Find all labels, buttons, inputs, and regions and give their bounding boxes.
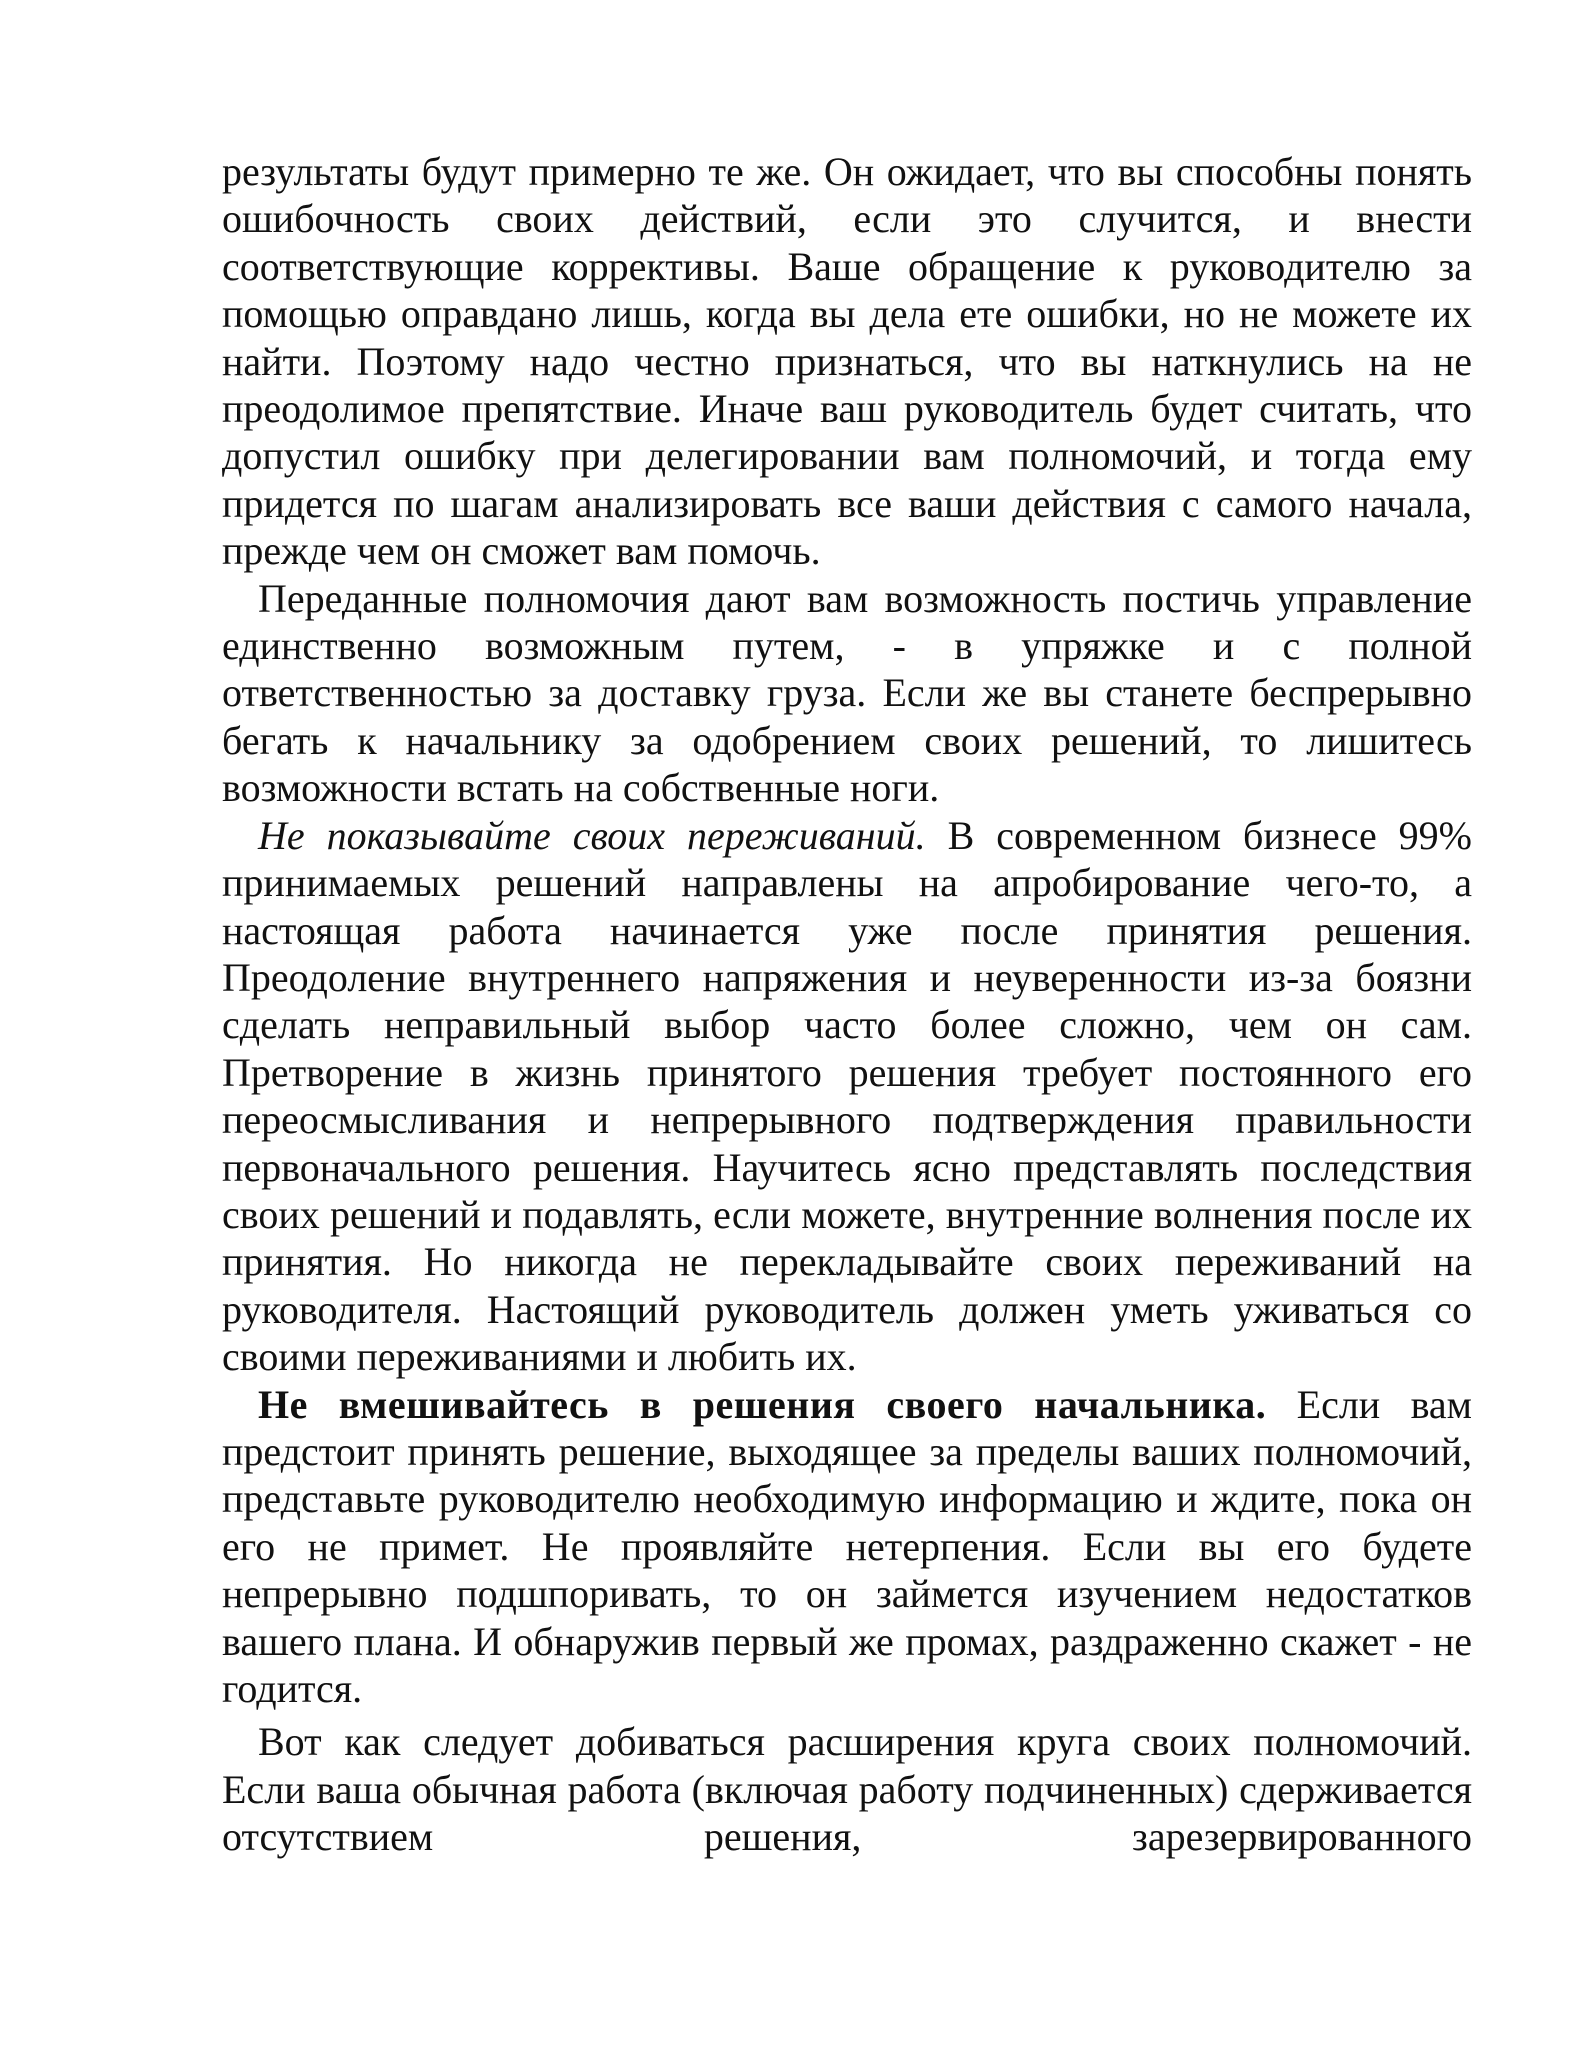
paragraph-results: [222, 148, 1472, 575]
paragraph-lead-bold: Не вмешивайтесь в решения своего начальника.: [258, 1381, 1267, 1427]
paragraph-text: В современном бизнесе 99% принимаемых решений направлены на апробирование чего-то, а настоящая работа начинается уже после принятия решения. Преодоление внутреннего напряжения и неуверенности из-за боязни сделать неправильный выбор часто более сложно, чем он сам. Претворение в жизнь принятого решения требует постоянного его переосмысливания и непрерывного подтверждения правильности первоначального решения. Научитесь ясно представлять последствия своих решений и подавлять, если можете, внутренние волнения после их принятия. Но никогда не перекладывайте своих переживаний на руководителя. Настоящий руководитель должен уметь уживаться со своими переживаниями и любить их.: [222, 812, 1472, 1380]
paragraph-lead-italic: Не показывайте своих переживаний.: [258, 812, 926, 858]
paragraph-hide-emotions: [222, 812, 1472, 1381]
paragraph-text: Если вам предстоит принять решение, выходящее за пределы ваших полномочий, представьте руководителю необходимую информацию и ждите, пока он его не примет. Не проявляйте нетерпения. Если вы его будете непрерывно подшпоривать, то он займется изучением недостатков вашего плана. И обнаружив первый же промах, раздраженно скажет - не годится.: [222, 1381, 1472, 1711]
paragraph-text: Переданные полномочия дают вам возможность постичь управление единственно возможным путем, - в упряжке и с полной ответственностью за доставку груза. Если же вы станете беспрерывно бегать к начальнику за одобрением своих решений, то лишитесь возможности встать на собственные ноги.: [222, 575, 1472, 811]
paragraph-text: Вот как следует добиваться расширения круга своих полномочий. Если ваша обычная работа (включая работу подчиненных) сдерживается отсутствием решения, зарезервированного: [222, 1719, 1472, 1860]
paragraph-text: результаты будут примерно те же. Он ожидает, что вы способны понять ошибочность своих действий, если это случится, и внести соответствующие коррективы. Ваше обращение к руководителю за помощью оправдано лишь, когда вы дела ете ошибки, но не можете их найти. Поэтому надо честно признаться, что вы наткнулись на не преодолимое препятствие. Иначе ваш руководитель будет считать, что допустил ошибку при делегировании вам полномочий, и тогда ему придется по шагам анализировать все ваши действия с самого начала, прежде чем он сможет вам помочь.: [222, 149, 1472, 574]
paragraph-delegated-authority: [222, 575, 1472, 812]
document-page: [222, 148, 1472, 1861]
paragraph-expand-authority: [222, 1718, 1472, 1860]
paragraph-dont-interfere: [222, 1381, 1472, 1713]
